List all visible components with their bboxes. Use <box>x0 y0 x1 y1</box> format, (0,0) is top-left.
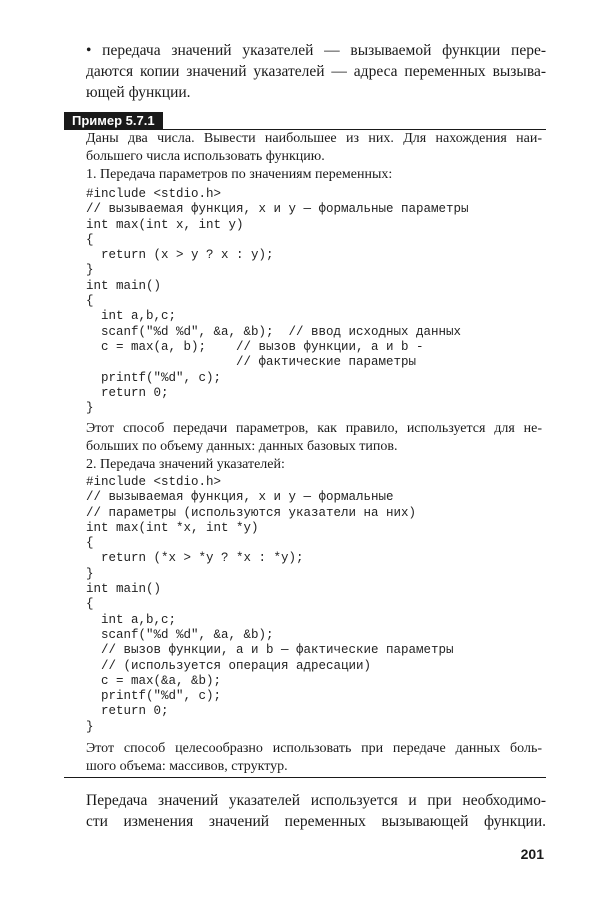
code-line: { <box>86 294 94 309</box>
code-line: int a,b,c; <box>86 309 177 324</box>
item-heading-text: 1. Передача параметров по значениям переменных: <box>86 167 393 182</box>
item-heading-text: 2. Передача значений указателей: <box>86 457 285 472</box>
note-line: шого объема: массивов, структур. <box>86 759 288 774</box>
code-line: return 0; <box>86 385 169 400</box>
code-line: { <box>86 232 94 247</box>
code-line: int max(int *x, int *y) <box>86 520 259 535</box>
code-line: } <box>86 263 94 278</box>
code-line: } <box>86 719 94 734</box>
outro-paragraph <box>86 790 546 832</box>
code-line: { <box>86 536 94 551</box>
note-paragraph-1 <box>86 420 542 456</box>
note-line: больших по объему данных: данных базовых типов. <box>86 439 398 454</box>
code-line: printf("%d", c); <box>86 370 222 385</box>
code-line: return (*x > *y ? *x : *y); <box>86 551 304 566</box>
outro-line: Передача значений указателей используется и при необходимо- <box>86 792 546 809</box>
code-line: // вызов функции, a и b — фактические параметры <box>86 643 454 658</box>
code-line: printf("%d", c); <box>86 689 222 704</box>
code-line: { <box>86 597 94 612</box>
example-bottom-rule <box>64 777 546 778</box>
code-line: #include <stdio.h> <box>86 187 222 201</box>
example-task <box>86 130 542 166</box>
code-line: scanf("%d %d", &a, &b); // ввод исходных данных <box>86 324 462 339</box>
page-number: 201 <box>520 846 544 862</box>
code-line: return 0; <box>86 704 169 719</box>
note-line: Этот способ передачи параметров, как правило, используется для не- <box>86 421 542 436</box>
intro-line: даются копии значений указателей — адреса переменных вызыва- <box>86 63 546 80</box>
intro-line: ющей функции. <box>86 84 191 101</box>
code-line: c = max(&a, &b); <box>86 673 222 688</box>
task-line: Даны два числа. Вывести наибольшее из них. Для нахождения наи- <box>86 131 542 146</box>
item-heading-1 <box>86 166 542 184</box>
task-line: большего числа использовать функцию. <box>86 149 325 164</box>
item-heading-2 <box>86 456 542 474</box>
code-listing-1 <box>86 187 469 416</box>
code-listing-2 <box>86 475 454 735</box>
note-paragraph-2 <box>86 740 542 776</box>
intro-line: • передача значений указателей — вызываемой функции пере- <box>86 42 546 59</box>
code-line: int main() <box>86 582 162 597</box>
code-line: // фактические параметры <box>86 355 417 370</box>
code-line: } <box>86 401 94 416</box>
code-line: // (используется операция адресации) <box>86 658 372 673</box>
outro-line: сти изменения значений переменных вызывающей функции. <box>86 813 546 830</box>
intro-paragraph <box>86 40 546 103</box>
example-label: Пример 5.7.1 <box>64 112 163 130</box>
code-line: } <box>86 566 94 581</box>
note-line: Этот способ целесообразно использовать при передаче данных боль- <box>86 741 542 756</box>
code-line: int main() <box>86 278 162 293</box>
code-line: scanf("%d %d", &a, &b); <box>86 627 274 642</box>
code-line: return (x > y ? x : y); <box>86 248 274 263</box>
code-line: c = max(a, b); // вызов функции, a и b - <box>86 339 424 354</box>
code-line: int a,b,c; <box>86 612 177 627</box>
code-line: // вызываемая функция, x и y — формальные параметры <box>86 202 469 217</box>
code-line: int max(int x, int y) <box>86 217 244 232</box>
example-header <box>64 112 546 132</box>
code-line: #include <stdio.h> <box>86 475 222 489</box>
code-line: // параметры (используются указатели на них) <box>86 505 417 520</box>
code-line: // вызываемая функция, x и y — формальные <box>86 490 394 505</box>
